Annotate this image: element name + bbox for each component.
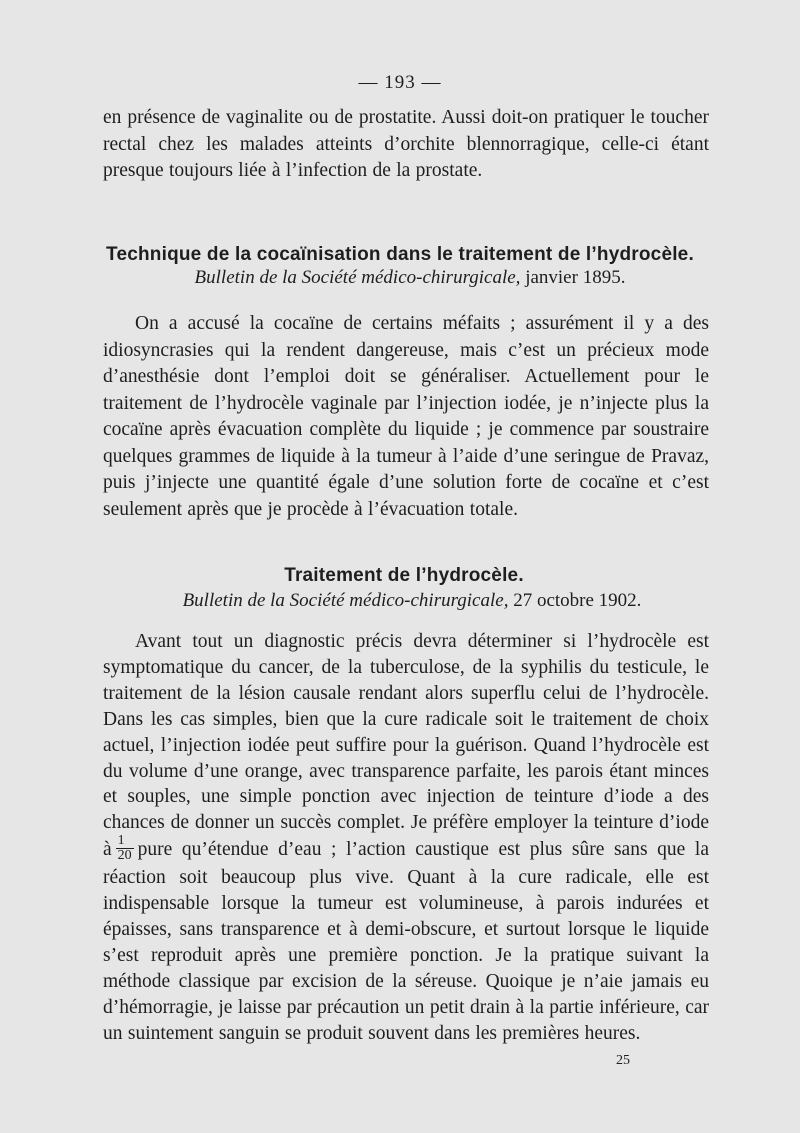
section-1-date: janvier 1895. bbox=[525, 267, 626, 288]
paragraph-continuation: en présence de vaginalite ou de prostatite. Aussi doit-on pratiquer le toucher rectal chez les malades atteints d’orchite blennorragique, celle-ci étant presque toujours liée à l’infection de la prostate. bbox=[103, 107, 709, 181]
section-1-source bbox=[10, 267, 800, 289]
section-2-title: Traitement de l’hydrocèle. bbox=[284, 565, 524, 586]
section-1-body bbox=[103, 311, 709, 523]
section-2-body bbox=[103, 629, 709, 1047]
fraction-denominator: 20 bbox=[117, 848, 132, 864]
section-2-source bbox=[12, 590, 800, 612]
section-1-journal: Bulletin de la Société médico-chirurgicale, bbox=[194, 267, 521, 288]
section-2-body-start: Avant tout un diagnostic précis devra déterminer si l’hydrocèle est symptomatique du cancer, de la tuberculose, de la syphilis du testicule, le traitement de la lésion causale rendant alors superflu celui de l’hydrocèle. Dans les cas simples, bien que la cure radicale soit le traitement de choix actuel, l’injection iodée peut suffire pour la guérison. Quand l’hydrocèle est du volume d’une orange, avec transparence parfaite, les parois étant minces et souples, une simple ponction avec injection de teinture d’iode a des chances de donner un succès complet. Je préfère employer la teinture d’iode à bbox=[103, 631, 709, 861]
section-2-body-end: pure qu’étendue d’eau ; l’action caustique est plus sûre sans que la réaction soit beaucoup plus vive. Quant à la cure radicale, elle est indispensable lorsque la tumeur est volumineuse, à parois indurées et épaisses, sans transparence et à demi-obscure, et surtout lorsque le liquide s’est reproduit après une première ponction. Je la pratique suivant la méthode classique par excision de la séreuse. Quoique je n’aie jamais eu d’hémorragie, je laisse par précaution un petit drain à la partie inférieure, car un suintement sanguin se produit souvent dans les premières heures. bbox=[103, 839, 709, 1044]
fraction-numerator: 1 bbox=[116, 834, 134, 849]
section-1-body-text: On a accusé la cocaïne de certains méfaits ; assurément il y a des idiosyncrasies qui la rendent dangereuse, mais c’est un précieux mode d’anesthésie dont l’emploi doit se généraliser. Actuellement pour le traitement de l’hydrocèle vaginale par l’injection iodée, je n’injecte plus la cocaïne après évacuation complète du liquide ; je commence par soustraire quelques grammes de liquide à la tumeur à l’aide d’une seringue de Pravaz, puis j’injecte une quantité égale d’une solution forte de cocaïne et c’est seulement après que je procède à l’évacuation totale. bbox=[103, 313, 709, 520]
section-2-journal: Bulletin de la Société médico-chirurgicale, bbox=[182, 590, 509, 611]
section-2-date: 27 octobre 1902. bbox=[513, 590, 642, 611]
section-1-title: Technique de la cocaïnisation dans le traitement de l’hydrocèle. bbox=[106, 244, 694, 265]
page-number: — 193 — bbox=[358, 72, 442, 93]
fraction-one-twentieth bbox=[116, 834, 134, 863]
signature-mark: 25 bbox=[616, 1053, 630, 1068]
